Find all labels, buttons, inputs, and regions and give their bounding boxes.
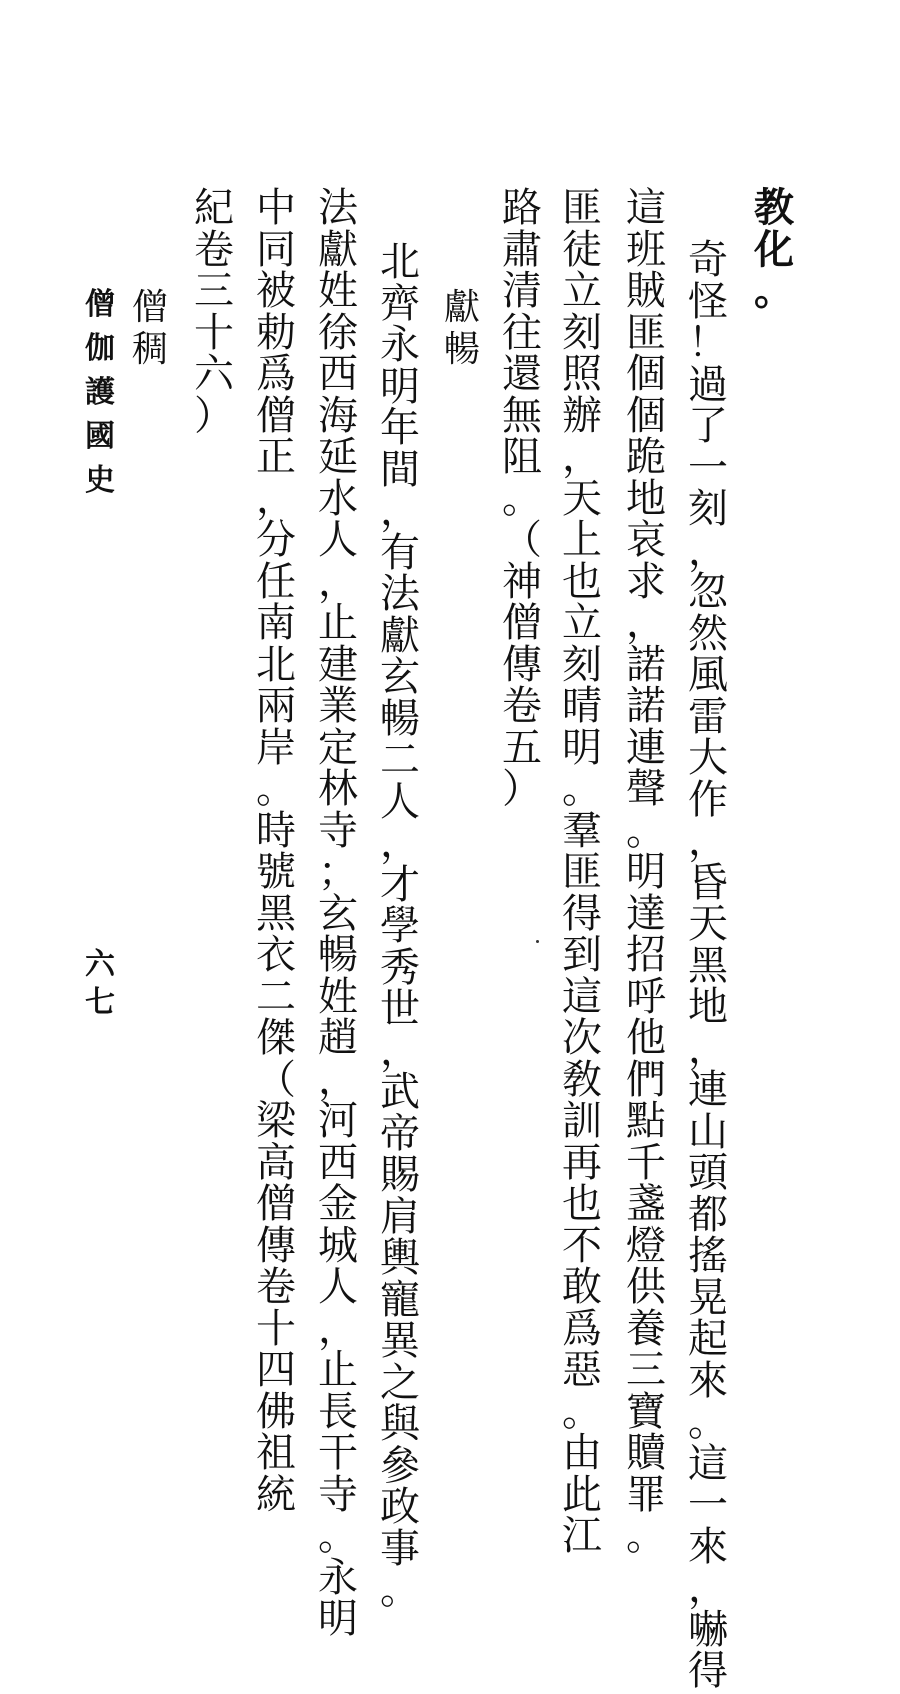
body-char: 由 bbox=[562, 1430, 602, 1476]
body-char: 訓 bbox=[562, 1098, 602, 1144]
text-column-3 bbox=[624, 185, 668, 1559]
body-char: 往 bbox=[502, 309, 542, 356]
body-char: 立 bbox=[562, 600, 602, 646]
text-column-5 bbox=[500, 185, 544, 812]
body-char: ！ bbox=[688, 320, 728, 366]
body-char: 阻 bbox=[502, 434, 542, 480]
body-char: 黑 bbox=[256, 890, 296, 937]
head-char: 獻 bbox=[443, 287, 480, 328]
body-char: 西 bbox=[318, 351, 358, 397]
body-char: 化 bbox=[754, 225, 794, 273]
body-char: 傑 bbox=[256, 1015, 296, 1061]
body-char: 。 bbox=[562, 766, 602, 812]
body-char: 達 bbox=[626, 890, 666, 937]
body-char: 搖 bbox=[688, 1233, 728, 1279]
body-char: 得 bbox=[562, 890, 602, 937]
body-char: ） bbox=[194, 392, 234, 439]
body-char: 。 bbox=[688, 1399, 728, 1445]
body-char: 永 bbox=[380, 322, 420, 368]
body-char: （ bbox=[256, 1056, 296, 1103]
body-char: 贖 bbox=[626, 1430, 666, 1476]
body-char: 明 bbox=[318, 1596, 358, 1642]
body-char: 招 bbox=[626, 932, 666, 978]
body-char: 作 bbox=[688, 776, 728, 823]
body-char: ， bbox=[380, 488, 420, 534]
body-char: ） bbox=[502, 766, 542, 812]
body-char: 齊 bbox=[380, 280, 420, 327]
head-char: 僧 bbox=[131, 287, 168, 328]
body-char: 海 bbox=[318, 392, 358, 439]
body-char: 。 bbox=[318, 1513, 358, 1559]
body-char: 長 bbox=[318, 1388, 358, 1435]
body-char: 然 bbox=[688, 610, 728, 657]
body-char: 寺 bbox=[318, 807, 358, 854]
body-char: 班 bbox=[626, 226, 666, 273]
body-char: 寵 bbox=[380, 1276, 420, 1323]
body-char: 僧 bbox=[256, 1181, 296, 1227]
body-char: 。 bbox=[754, 267, 794, 314]
body-char: 北 bbox=[256, 641, 296, 688]
body-char: 正 bbox=[256, 434, 296, 480]
body-char: 天 bbox=[688, 901, 728, 947]
body-char: 人 bbox=[318, 517, 358, 563]
body-char: 玄 bbox=[380, 654, 420, 700]
body-char: ， bbox=[380, 1027, 420, 1074]
body-char: 北 bbox=[380, 239, 420, 285]
body-char: 大 bbox=[688, 735, 728, 781]
running-title bbox=[80, 287, 120, 510]
body-char: 僧 bbox=[256, 392, 296, 439]
body-char: 神 bbox=[502, 558, 542, 605]
body-char: 世 bbox=[380, 986, 420, 1032]
body-char: 四 bbox=[256, 1347, 296, 1393]
body-char: 寶 bbox=[626, 1388, 666, 1435]
body-char: 上 bbox=[562, 517, 602, 563]
body-char: ， bbox=[318, 558, 358, 605]
body-char: 得 bbox=[688, 1648, 728, 1694]
body-char: 暢 bbox=[318, 932, 358, 978]
body-char: ， bbox=[626, 600, 666, 646]
body-char: 姓 bbox=[318, 973, 358, 1020]
body-char: 清 bbox=[502, 268, 542, 314]
body-char: 傳 bbox=[502, 641, 542, 688]
body-char: 三 bbox=[194, 268, 234, 314]
body-char: 建 bbox=[318, 641, 358, 688]
body-char: 徐 bbox=[318, 309, 358, 356]
body-char: 紀 bbox=[194, 185, 234, 231]
body-char: 匪 bbox=[562, 185, 602, 231]
body-char: 跪 bbox=[626, 434, 666, 480]
body-char: ， bbox=[688, 818, 728, 864]
body-char: 肩 bbox=[380, 1193, 420, 1240]
body-char: 玄 bbox=[318, 890, 358, 937]
body-char: 獻 bbox=[380, 612, 420, 659]
body-char: 地 bbox=[688, 984, 728, 1030]
body-char: 卷 bbox=[256, 1264, 296, 1310]
body-char: 暢 bbox=[380, 695, 420, 742]
text-column-4 bbox=[560, 185, 604, 1559]
body-char: 敢 bbox=[562, 1264, 602, 1310]
body-char: 賊 bbox=[626, 268, 666, 314]
body-char: 刻 bbox=[562, 641, 602, 688]
body-char: 時 bbox=[256, 807, 296, 854]
body-char: 梁 bbox=[256, 1098, 296, 1144]
body-char: 再 bbox=[562, 1139, 602, 1186]
body-char: 路 bbox=[502, 185, 542, 231]
body-char: 了 bbox=[688, 403, 728, 449]
body-char: 十 bbox=[256, 1305, 296, 1352]
body-char: 衣 bbox=[256, 932, 296, 978]
body-char: 岸 bbox=[256, 724, 296, 771]
body-char: 河 bbox=[318, 1098, 358, 1144]
body-char: 十 bbox=[194, 309, 234, 356]
body-char: 個 bbox=[626, 392, 666, 439]
body-char: 立 bbox=[562, 268, 602, 314]
body-char: 羣 bbox=[562, 807, 602, 854]
body-char: 奇 bbox=[688, 237, 728, 283]
body-char: 辦 bbox=[562, 392, 602, 439]
body-char: 這 bbox=[562, 973, 602, 1020]
body-char: 。 bbox=[626, 807, 666, 854]
running-title-char: 伽 bbox=[85, 331, 115, 366]
section-heading-sengchou bbox=[130, 287, 170, 374]
page-number bbox=[80, 947, 120, 1026]
body-char: 五 bbox=[502, 724, 542, 771]
body-char: ； bbox=[318, 849, 358, 895]
body-char: 林 bbox=[318, 766, 358, 812]
body-char: 水 bbox=[318, 475, 358, 522]
body-char: 有 bbox=[380, 529, 420, 576]
body-char: 定 bbox=[318, 724, 358, 771]
body-char: 徒 bbox=[562, 226, 602, 273]
body-char: ， bbox=[256, 475, 296, 522]
body-char: 。 bbox=[380, 1567, 420, 1613]
body-char: 教 bbox=[754, 184, 794, 231]
body-char: 事 bbox=[380, 1525, 420, 1572]
body-char: 號 bbox=[256, 849, 296, 895]
body-char: 一 bbox=[688, 444, 728, 491]
running-title-char: 護 bbox=[85, 375, 115, 410]
body-char: ， bbox=[380, 820, 420, 866]
body-char: 寺 bbox=[318, 1471, 358, 1518]
body-char: 頭 bbox=[688, 1150, 728, 1196]
body-char: 卷 bbox=[502, 683, 542, 729]
body-char: 高 bbox=[256, 1139, 296, 1186]
body-char: 城 bbox=[318, 1222, 358, 1269]
body-char: 傳 bbox=[256, 1222, 296, 1269]
text-column-6 bbox=[378, 239, 422, 1613]
text-column-1 bbox=[752, 184, 796, 314]
body-char: ， bbox=[318, 1305, 358, 1352]
body-char: 刻 bbox=[688, 486, 728, 532]
body-char: 求 bbox=[626, 558, 666, 605]
body-char: 諾 bbox=[626, 641, 666, 688]
body-char: 罪 bbox=[626, 1471, 666, 1518]
body-char: 人 bbox=[318, 1264, 358, 1310]
body-char: 干 bbox=[318, 1430, 358, 1476]
body-char: 也 bbox=[562, 558, 602, 605]
body-char: 年 bbox=[380, 405, 420, 451]
body-char: 也 bbox=[562, 1181, 602, 1227]
body-char: 三 bbox=[626, 1347, 666, 1393]
ink-speck bbox=[536, 940, 539, 943]
body-char: 止 bbox=[318, 1347, 358, 1393]
body-char: ， bbox=[688, 1565, 728, 1611]
running-title-char: 史 bbox=[85, 463, 115, 498]
body-char: 不 bbox=[562, 1222, 602, 1269]
body-char: 千 bbox=[626, 1139, 666, 1186]
body-char: 忽 bbox=[688, 569, 728, 615]
body-char: 趙 bbox=[318, 1015, 358, 1061]
text-column-9 bbox=[192, 185, 236, 439]
head-char: 稠 bbox=[131, 329, 168, 370]
body-char: 來 bbox=[688, 1523, 728, 1570]
body-char: 肅 bbox=[502, 226, 542, 273]
body-char: 被 bbox=[256, 268, 296, 314]
body-char: 匪 bbox=[626, 309, 666, 356]
body-char: 。 bbox=[502, 475, 542, 522]
body-char: 獻 bbox=[318, 226, 358, 273]
body-char: 參 bbox=[380, 1442, 420, 1489]
body-char: 二 bbox=[256, 973, 296, 1020]
body-char: 明 bbox=[562, 724, 602, 771]
body-char: 卷 bbox=[194, 226, 234, 273]
body-char: 惡 bbox=[562, 1347, 602, 1393]
body-char: 聲 bbox=[626, 766, 666, 812]
body-char: 昏 bbox=[688, 859, 728, 906]
body-char: 晃 bbox=[688, 1274, 728, 1321]
body-char: 這 bbox=[626, 185, 666, 231]
body-char: 異 bbox=[380, 1318, 420, 1364]
body-char: ， bbox=[688, 1025, 728, 1072]
body-char: 呼 bbox=[626, 973, 666, 1020]
body-char: 照 bbox=[562, 351, 602, 397]
body-char: 。 bbox=[626, 1513, 666, 1559]
body-char: 同 bbox=[256, 226, 296, 273]
body-char: 養 bbox=[626, 1305, 666, 1352]
body-char: 六 bbox=[194, 351, 234, 397]
body-char: 黑 bbox=[688, 942, 728, 989]
body-char: 法 bbox=[318, 185, 358, 231]
body-char: 業 bbox=[318, 683, 358, 729]
body-char: 之 bbox=[380, 1359, 420, 1406]
body-char: 起 bbox=[688, 1316, 728, 1362]
body-char: 地 bbox=[626, 475, 666, 522]
body-char: 他 bbox=[626, 1015, 666, 1061]
body-char: 止 bbox=[318, 600, 358, 646]
body-char: 來 bbox=[688, 1357, 728, 1404]
text-column-8 bbox=[254, 185, 298, 1518]
body-char: 輿 bbox=[380, 1235, 420, 1281]
body-char: 點 bbox=[626, 1098, 666, 1144]
body-char: 帝 bbox=[380, 1110, 420, 1157]
body-char: 匪 bbox=[562, 849, 602, 895]
body-char: 盞 bbox=[626, 1181, 666, 1227]
body-char: 。 bbox=[256, 766, 296, 812]
body-char: 雷 bbox=[688, 693, 728, 740]
body-char: 爲 bbox=[562, 1305, 602, 1352]
body-char: 二 bbox=[380, 737, 420, 783]
body-char: 爲 bbox=[256, 351, 296, 397]
body-char: 江 bbox=[562, 1513, 602, 1559]
body-char: 南 bbox=[256, 600, 296, 646]
body-char: 西 bbox=[318, 1139, 358, 1186]
body-char: 學 bbox=[380, 903, 420, 949]
body-char: 次 bbox=[562, 1015, 602, 1061]
body-char: 勅 bbox=[256, 309, 296, 356]
body-char: 們 bbox=[626, 1056, 666, 1103]
body-char: 此 bbox=[562, 1471, 602, 1518]
body-char: 怪 bbox=[688, 278, 728, 325]
body-char: 統 bbox=[256, 1471, 296, 1518]
body-char: 一 bbox=[688, 1482, 728, 1528]
text-column-7 bbox=[316, 185, 360, 1642]
body-char: 都 bbox=[688, 1191, 728, 1238]
body-char: 哀 bbox=[626, 517, 666, 563]
body-char: 金 bbox=[318, 1181, 358, 1227]
body-char: （ bbox=[502, 517, 542, 563]
body-char: 明 bbox=[380, 363, 420, 410]
body-char: 到 bbox=[562, 932, 602, 978]
body-char: 過 bbox=[688, 361, 728, 408]
body-char: 秀 bbox=[380, 944, 420, 991]
body-char: ， bbox=[562, 434, 602, 480]
body-char: 無 bbox=[502, 392, 542, 439]
body-char: 還 bbox=[502, 351, 542, 397]
head-char: 暢 bbox=[443, 329, 480, 370]
body-char: 連 bbox=[626, 724, 666, 771]
body-char: 武 bbox=[380, 1069, 420, 1115]
body-char: ， bbox=[688, 527, 728, 574]
body-char: 山 bbox=[688, 1108, 728, 1155]
body-char: 中 bbox=[256, 185, 296, 231]
body-char: 這 bbox=[688, 1440, 728, 1487]
body-char: 政 bbox=[380, 1484, 420, 1530]
body-char: 佛 bbox=[256, 1388, 296, 1435]
body-char: 姓 bbox=[318, 268, 358, 314]
body-char: 敎 bbox=[562, 1056, 602, 1103]
body-char: 個 bbox=[626, 351, 666, 397]
section-heading-xianchang bbox=[442, 287, 482, 374]
body-char: 風 bbox=[688, 652, 728, 698]
body-char: 兩 bbox=[256, 683, 296, 729]
body-char: 晴 bbox=[562, 683, 602, 729]
body-char: 諾 bbox=[626, 683, 666, 729]
body-char: 與 bbox=[380, 1401, 420, 1447]
body-char: 賜 bbox=[380, 1152, 420, 1198]
body-char: 刻 bbox=[562, 309, 602, 356]
body-char: 燈 bbox=[626, 1222, 666, 1269]
body-char: ， bbox=[318, 1056, 358, 1103]
body-char: 。 bbox=[562, 1388, 602, 1435]
text-column-2 bbox=[686, 237, 730, 1694]
body-char: 任 bbox=[256, 558, 296, 605]
body-char: 僧 bbox=[502, 600, 542, 646]
page-number-char: 七 bbox=[85, 985, 115, 1020]
body-char: 永 bbox=[318, 1554, 358, 1601]
running-title-char: 僧 bbox=[85, 287, 115, 322]
page-number-char: 六 bbox=[85, 947, 115, 982]
body-char: 才 bbox=[380, 861, 420, 908]
body-char: 天 bbox=[562, 475, 602, 522]
body-char: 連 bbox=[688, 1067, 728, 1113]
body-char: 祖 bbox=[256, 1430, 296, 1476]
running-title-char: 國 bbox=[85, 419, 115, 454]
body-char: 嚇 bbox=[688, 1606, 728, 1653]
body-char: 明 bbox=[626, 849, 666, 895]
body-char: 分 bbox=[256, 517, 296, 563]
body-char: 供 bbox=[626, 1264, 666, 1310]
body-char: 法 bbox=[380, 571, 420, 617]
body-char: 延 bbox=[318, 434, 358, 480]
body-char: 人 bbox=[380, 778, 420, 825]
body-char: 間 bbox=[380, 446, 420, 493]
